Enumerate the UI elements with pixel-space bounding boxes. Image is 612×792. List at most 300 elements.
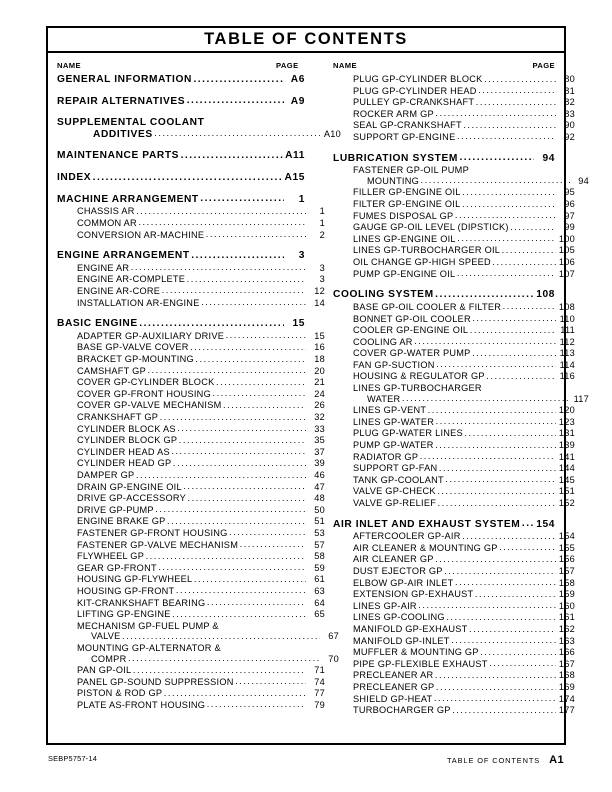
toc-entry-label: INDEX <box>57 172 92 184</box>
toc-entry-page: 131 <box>558 428 575 439</box>
toc-entry[interactable] <box>333 177 589 186</box>
toc-entry-page: 100 <box>558 233 575 244</box>
toc-entry[interactable] <box>333 406 575 415</box>
toc-entry[interactable] <box>57 494 325 503</box>
toc-entry[interactable] <box>333 290 555 300</box>
toc-entry[interactable] <box>57 425 325 434</box>
toc-entry[interactable] <box>333 579 575 588</box>
toc-entry-page: 94 <box>542 152 555 164</box>
toc-entry[interactable] <box>333 258 575 267</box>
toc-leader-dots <box>457 234 555 243</box>
toc-entry-page: 111 <box>560 325 575 336</box>
toc-entry-label: MANIFOLD GP-EXHAUST <box>353 624 468 635</box>
toc-entry-label: LINES GP-ENGINE OIL <box>353 233 456 244</box>
toc-entry-label: CONVERSION AR-MACHINE <box>77 229 205 240</box>
toc-entry[interactable] <box>333 349 575 358</box>
toc-entry-label: PUMP GP-WATER <box>353 440 434 451</box>
toc-entry-label: CYLINDER HEAD AS <box>77 446 170 457</box>
toc-entry-page: 3 <box>298 250 305 262</box>
toc-entry[interactable] <box>57 541 325 550</box>
toc-entry-page: 166 <box>558 647 575 658</box>
header-page-right: PAGE <box>532 61 555 70</box>
toc-entry[interactable] <box>57 471 325 480</box>
toc-leader-dots <box>162 286 306 295</box>
toc-leader-dots <box>446 613 555 622</box>
toc-entry-label: GAUGE GP-OIL LEVEL (DIPSTICK) <box>353 222 509 233</box>
toc-leader-dots <box>469 625 555 634</box>
toc-entry[interactable] <box>333 532 575 541</box>
toc-entry-page: 154 <box>558 531 575 542</box>
toc-entry-page: 14 <box>314 297 325 308</box>
toc-entry-label: COVER GP-CYLINDER BLOCK <box>77 377 215 388</box>
toc-entry-page: 12 <box>314 285 325 296</box>
toc-entry[interactable] <box>333 625 575 634</box>
toc-leader-dots <box>176 586 306 595</box>
toc-entry-label: TANK GP-COOLANT <box>353 474 444 485</box>
toc-entry-page: 174 <box>558 693 575 704</box>
toc-entry-page: 105 <box>558 245 575 256</box>
toc-leader-dots <box>510 223 555 232</box>
toc-entry[interactable] <box>333 326 575 335</box>
toc-entry-label: BONNET GP-OIL COOLER <box>353 313 471 324</box>
toc-entry-page: 117 <box>573 393 589 404</box>
toc-entry[interactable] <box>333 223 575 232</box>
toc-entry[interactable] <box>57 332 325 341</box>
toc-entry[interactable] <box>57 436 325 445</box>
toc-entry[interactable] <box>57 666 325 675</box>
toc-entry[interactable] <box>333 212 575 221</box>
toc-entry[interactable] <box>57 173 305 183</box>
toc-leader-dots <box>154 129 319 138</box>
toc-entry[interactable] <box>333 453 575 462</box>
toc-entry-page: 67 <box>328 631 339 642</box>
toc-entry[interactable] <box>333 499 575 508</box>
toc-leader-dots <box>428 406 556 415</box>
toc-entry[interactable] <box>333 602 575 611</box>
toc-entry-label: AIR CLEANER & MOUNTING GP <box>353 542 498 553</box>
toc-entry[interactable] <box>57 506 325 515</box>
toc-leader-dots <box>138 218 305 227</box>
toc-entry-label: RADIATOR GP <box>353 451 419 462</box>
toc-entry[interactable] <box>333 637 575 646</box>
toc-entry-label: LINES GP-COOLING <box>353 612 445 623</box>
toc-entry-page: 177 <box>558 705 575 716</box>
toc-entry-label: PAN GP-OIL <box>77 665 132 676</box>
toc-leader-dots <box>172 610 305 619</box>
toc-entry-label: INSTALLATION AR-ENGINE <box>77 297 200 308</box>
content-frame <box>46 26 589 745</box>
toc-entry-page: 145 <box>558 474 575 485</box>
toc-entry[interactable] <box>333 87 575 96</box>
toc-entry-page: 168 <box>558 670 575 681</box>
toc-entry-label: GENERAL INFORMATION <box>57 74 192 85</box>
toc-entry-label: CYLINDER BLOCK GP <box>77 435 178 446</box>
toc-entry[interactable] <box>333 487 575 496</box>
toc-entry-label: COMPR <box>91 653 127 664</box>
toc-entry-page: 51 <box>314 516 325 527</box>
toc-entry[interactable] <box>333 166 575 175</box>
toc-entry-page: 90 <box>564 120 575 131</box>
toc-entry-page: A6 <box>290 74 305 85</box>
toc-leader-dots <box>492 258 555 267</box>
toc-entry[interactable] <box>57 678 325 687</box>
toc-leader-dots <box>438 499 556 508</box>
footer-doc-number: SEBP5757-14 <box>48 754 98 763</box>
toc-entry-page: 80 <box>564 74 575 84</box>
toc-entry-page: 163 <box>558 635 575 646</box>
toc-entry-page: 82 <box>564 97 575 108</box>
toc-entry[interactable] <box>333 75 575 84</box>
toc-entry-label: REPAIR ALTERNATIVES <box>57 95 186 107</box>
toc-entry-page: 162 <box>558 624 575 635</box>
toc-entry-page: 33 <box>314 423 325 434</box>
toc-entry[interactable] <box>333 121 575 130</box>
toc-entry[interactable] <box>333 372 575 381</box>
toc-entry-label: MOUNTING <box>367 175 420 186</box>
toc-entry-page: 1 <box>298 193 305 205</box>
toc-entry-page: 58 <box>314 551 325 562</box>
toc-entry[interactable] <box>333 188 575 197</box>
toc-leader-dots <box>444 567 555 576</box>
toc-entry-page: A10 <box>323 128 341 139</box>
toc-entry-label: MUFFLER & MOUNTING GP <box>353 647 479 658</box>
toc-entry-page: 97 <box>564 210 575 221</box>
toc-entry[interactable] <box>57 75 305 85</box>
toc-entry-page: 15 <box>292 318 305 330</box>
toc-entry-page: 113 <box>559 348 575 359</box>
toc-entry-label: DRAIN GP-ENGINE OIL <box>77 481 182 492</box>
toc-entry[interactable] <box>333 567 575 576</box>
toc-entry[interactable] <box>57 655 339 664</box>
toc-leader-dots <box>475 590 556 599</box>
toc-entry-page: 79 <box>314 699 325 710</box>
toc-entry[interactable] <box>57 575 325 584</box>
toc-entry-page: 37 <box>314 446 325 457</box>
toc-leader-dots <box>226 331 306 340</box>
toc-leader-dots <box>155 505 305 514</box>
toc-entry[interactable] <box>57 130 341 140</box>
header-page-left: PAGE <box>276 61 299 70</box>
toc-entry[interactable] <box>333 270 575 279</box>
toc-entry-page: 107 <box>558 268 575 279</box>
toc-entry-page: 92 <box>564 131 575 142</box>
toc-leader-dots <box>451 636 555 645</box>
toc-entry-label: FASTENER GP-FRONT HOUSING <box>77 527 228 538</box>
toc-entry[interactable] <box>333 361 575 370</box>
footer-section-label: TABLE OF CONTENTS <box>446 756 541 765</box>
toc-entry[interactable] <box>57 689 325 698</box>
toc-entry[interactable] <box>57 632 339 641</box>
toc-leader-dots <box>435 109 555 118</box>
toc-leader-dots <box>421 176 570 185</box>
toc-leader-dots <box>187 96 284 106</box>
toc-columns <box>48 74 589 745</box>
toc-entry[interactable] <box>333 133 575 142</box>
toc-entry-label: GEAR GP-FRONT <box>77 562 157 573</box>
toc-entry[interactable] <box>57 610 325 619</box>
toc-entry[interactable] <box>333 418 575 427</box>
toc-leader-dots <box>235 677 305 686</box>
toc-entry-label: AIR CLEANER GP <box>353 554 434 565</box>
toc-entry[interactable] <box>57 287 325 296</box>
toc-entry-label: DUST EJECTOR GP <box>353 566 443 577</box>
toc-entry[interactable] <box>57 251 305 261</box>
toc-entry-label: VALVE GP-CHECK <box>353 486 436 497</box>
toc-entry-label: MECHANISM GP-FUEL PUMP & <box>77 620 219 631</box>
toc-entry-label: ADAPTER GP-AUXILIARY DRIVE <box>77 330 225 341</box>
toc-entry-label: TURBOCHARGER GP <box>353 705 451 716</box>
toc-leader-dots <box>188 494 306 503</box>
toc-entry-page: 157 <box>558 566 575 577</box>
toc-entry[interactable] <box>333 384 575 393</box>
toc-entry-label: MANIFOLD GP-INLET <box>353 635 450 646</box>
toc-entry-label: FILTER GP-ENGINE OIL <box>353 199 461 210</box>
toc-leader-dots <box>435 555 555 564</box>
toc-entry[interactable] <box>57 118 305 128</box>
toc-entry-label: CYLINDER BLOCK AS <box>77 423 176 434</box>
toc-entry-page: 94 <box>578 175 589 186</box>
toc-entry-label: SEAL GP-CRANKSHAFT <box>353 120 462 131</box>
toc-leader-dots <box>435 671 556 680</box>
toc-entry[interactable] <box>333 671 575 680</box>
toc-entry-label: VALVE GP-RELIEF <box>353 498 437 508</box>
toc-entry-label: ENGINE AR <box>77 262 130 273</box>
toc-entry[interactable] <box>333 464 575 473</box>
toc-leader-dots <box>93 173 283 183</box>
toc-entry[interactable] <box>57 448 325 457</box>
toc-entry[interactable] <box>57 622 325 631</box>
toc-entry-page: 167 <box>558 658 575 669</box>
toc-entry[interactable] <box>57 459 325 468</box>
toc-leader-dots <box>171 447 305 456</box>
toc-leader-dots <box>229 528 305 537</box>
toc-entry-page: 18 <box>314 354 325 365</box>
toc-entry-label: ROCKER ARM GP <box>353 108 434 119</box>
toc-leader-dots <box>177 424 305 433</box>
toc-entry[interactable] <box>57 299 325 308</box>
toc-entry-label: PANEL GP-SOUND SUPPRESSION <box>77 676 234 687</box>
toc-entry[interactable] <box>57 264 325 273</box>
toc-entry[interactable] <box>333 441 575 450</box>
toc-entry[interactable] <box>333 613 575 622</box>
toc-entry-page: 160 <box>558 600 575 611</box>
toc-entry[interactable] <box>57 319 305 329</box>
toc-leader-dots <box>459 153 533 163</box>
toc-entry[interactable] <box>57 231 325 240</box>
toc-entry[interactable] <box>57 97 305 107</box>
toc-leader-dots <box>160 413 306 422</box>
toc-entry-label: MOUNTING GP-ALTERNATOR & <box>77 642 221 653</box>
toc-entry[interactable] <box>333 520 555 530</box>
toc-entry[interactable] <box>333 660 575 669</box>
toc-entry-page: 155 <box>558 542 575 553</box>
toc-entry-label: COOLING SYSTEM <box>333 289 434 301</box>
toc-leader-dots <box>187 275 306 284</box>
toc-entry-label: HOUSING GP-FLYWHEEL <box>77 574 193 585</box>
toc-entry[interactable] <box>57 275 325 284</box>
toc-entry-page: 64 <box>314 597 325 608</box>
toc-entry[interactable] <box>57 552 325 561</box>
toc-entry-label: FAN GP-SUCTION <box>353 359 435 370</box>
toc-leader-dots <box>191 251 283 261</box>
toc-entry[interactable] <box>57 401 325 410</box>
toc-leader-dots <box>136 471 306 480</box>
toc-entry-label: FUMES DISPOSAL GP <box>353 210 454 221</box>
toc-entry[interactable] <box>57 390 325 399</box>
toc-column-right <box>333 74 589 745</box>
toc-entry-label: DRIVE GP-ACCESSORY <box>77 493 186 504</box>
toc-leader-dots <box>195 355 305 364</box>
toc-entry[interactable] <box>333 555 575 564</box>
toc-entry-page: 110 <box>559 313 575 324</box>
toc-leader-dots <box>194 575 306 584</box>
toc-leader-dots <box>445 475 555 484</box>
toc-entry-page: 16 <box>314 342 325 353</box>
toc-entry[interactable] <box>333 544 575 553</box>
header-name-right: NAME <box>333 61 357 70</box>
toc-entry[interactable] <box>333 683 575 692</box>
toc-leader-dots <box>206 230 306 239</box>
toc-leader-dots <box>212 389 305 398</box>
toc-entry[interactable] <box>333 303 575 312</box>
toc-leader-dots <box>434 694 556 703</box>
toc-entry-label: LINES GP-WATER <box>353 416 435 427</box>
toc-entry[interactable] <box>57 343 325 352</box>
toc-entry-label: HOUSING & REGULATOR GP <box>353 371 485 382</box>
toc-leader-dots <box>437 487 555 496</box>
page-footer <box>46 754 566 774</box>
toc-entry[interactable] <box>333 110 575 119</box>
toc-leader-dots <box>436 360 555 369</box>
page-title: TABLE OF CONTENTS <box>204 30 408 48</box>
toc-entry[interactable] <box>57 599 325 608</box>
toc-entry[interactable] <box>333 235 575 244</box>
toc-entry[interactable] <box>333 200 575 209</box>
toc-leader-dots <box>200 194 283 204</box>
toc-leader-dots <box>470 326 556 335</box>
toc-leader-dots <box>463 121 555 130</box>
toc-leader-dots <box>183 482 305 491</box>
toc-entry-label: SUPPORT GP-ENGINE <box>353 131 456 142</box>
toc-entry-page: 26 <box>314 400 325 411</box>
toc-leader-dots <box>455 211 556 220</box>
toc-entry-label: CAMSHAFT GP <box>77 365 146 376</box>
toc-entry-page: A11 <box>285 150 305 162</box>
toc-entry[interactable] <box>57 587 325 596</box>
toc-leader-dots <box>158 563 305 572</box>
toc-entry[interactable] <box>57 367 325 376</box>
toc-entry-label: ELBOW GP-AIR INLET <box>353 577 454 588</box>
toc-entry-label: MAINTENANCE PARTS <box>57 150 180 162</box>
toc-entry-page: 81 <box>564 85 575 96</box>
toc-entry-page: 120 <box>558 405 575 416</box>
toc-entry-label: ADDITIVES <box>93 128 153 140</box>
toc-entry[interactable] <box>333 395 589 404</box>
toc-entry[interactable] <box>57 355 325 364</box>
toc-entry[interactable] <box>57 151 305 161</box>
toc-entry[interactable] <box>333 476 575 485</box>
toc-entry-label: PLATE AS-FRONT HOUSING <box>77 699 206 710</box>
toc-entry-page: 114 <box>559 359 575 370</box>
toc-entry-page: 123 <box>558 416 575 427</box>
toc-entry-label: WATER <box>367 393 401 404</box>
toc-entry-page: 1 <box>319 217 325 228</box>
toc-entry[interactable] <box>57 517 325 526</box>
toc-entry-page: 53 <box>314 527 325 538</box>
toc-entry[interactable] <box>333 429 575 438</box>
toc-entry-page: 108 <box>558 301 575 312</box>
toc-entry[interactable] <box>333 695 575 704</box>
toc-entry[interactable] <box>57 195 305 205</box>
toc-entry-label: SUPPORT GP-FAN <box>353 463 438 474</box>
toc-entry-label: ENGINE AR-CORE <box>77 285 161 296</box>
toc-entry[interactable] <box>333 154 555 164</box>
toc-entry[interactable] <box>57 483 325 492</box>
toc-entry[interactable] <box>333 706 575 715</box>
toc-entry[interactable] <box>57 207 325 216</box>
toc-entry-page: 151 <box>558 486 575 497</box>
toc-entry-label: PRECLEANER GP <box>353 682 435 693</box>
toc-entry[interactable] <box>57 219 325 228</box>
toc-entry-label: COVER GP-VALVE MECHANISM <box>77 400 222 411</box>
column-header-row <box>48 53 564 75</box>
toc-leader-dots <box>455 578 556 587</box>
toc-leader-dots <box>139 319 283 329</box>
toc-entry[interactable] <box>57 644 325 653</box>
toc-entry[interactable] <box>333 648 575 657</box>
toc-entry-label: LINES GP-TURBOCHARGER OIL <box>353 245 501 256</box>
toc-entry-page: 112 <box>559 336 575 347</box>
toc-entry-label: PLUG GP-WATER LINES <box>353 428 463 439</box>
toc-entry-label: SHIELD GP-HEAT <box>353 693 433 704</box>
toc-leader-dots <box>499 543 555 552</box>
toc-entry[interactable] <box>333 338 575 347</box>
toc-entry-label: ENGINE BRAKE GP <box>77 516 166 527</box>
toc-entry-label: LINES GP-AIR <box>353 600 417 611</box>
toc-leader-dots <box>464 429 555 438</box>
footer-page-number: A1 <box>549 754 564 766</box>
toc-leader-dots <box>503 302 556 311</box>
toc-entry[interactable] <box>57 529 325 538</box>
toc-entry-page: 154 <box>536 518 555 530</box>
toc-entry[interactable] <box>57 564 325 573</box>
footer-right-group <box>447 754 564 766</box>
toc-entry[interactable] <box>333 98 575 107</box>
toc-entry-page: 158 <box>558 577 575 588</box>
toc-entry[interactable] <box>57 378 325 387</box>
toc-entry-page: 15 <box>314 330 325 341</box>
toc-entry-label: AIR INLET AND EXHAUST SYSTEM <box>333 518 521 530</box>
toc-entry-page: 21 <box>314 377 325 388</box>
toc-entry[interactable] <box>57 701 325 710</box>
toc-entry-label: VALVE <box>91 631 121 642</box>
toc-leader-dots <box>173 459 306 468</box>
toc-entry-label: SUPPLEMENTAL COOLANT <box>57 117 205 129</box>
toc-entry-page: 95 <box>564 187 575 198</box>
toc-entry-page: 106 <box>558 257 575 268</box>
header-name-left: NAME <box>57 61 81 70</box>
toc-entry[interactable] <box>333 590 575 599</box>
toc-leader-dots <box>167 517 305 526</box>
toc-entry-page: 71 <box>314 665 325 676</box>
toc-entry-page: 35 <box>314 435 325 446</box>
toc-entry-label: LINES GP-TURBOCHARGER <box>353 383 482 394</box>
toc-entry[interactable] <box>333 315 575 324</box>
toc-entry[interactable] <box>57 413 325 422</box>
toc-entry[interactable] <box>333 246 575 255</box>
toc-leader-dots <box>240 540 306 549</box>
toc-entry-label: PRECLEANER AR <box>353 670 434 681</box>
